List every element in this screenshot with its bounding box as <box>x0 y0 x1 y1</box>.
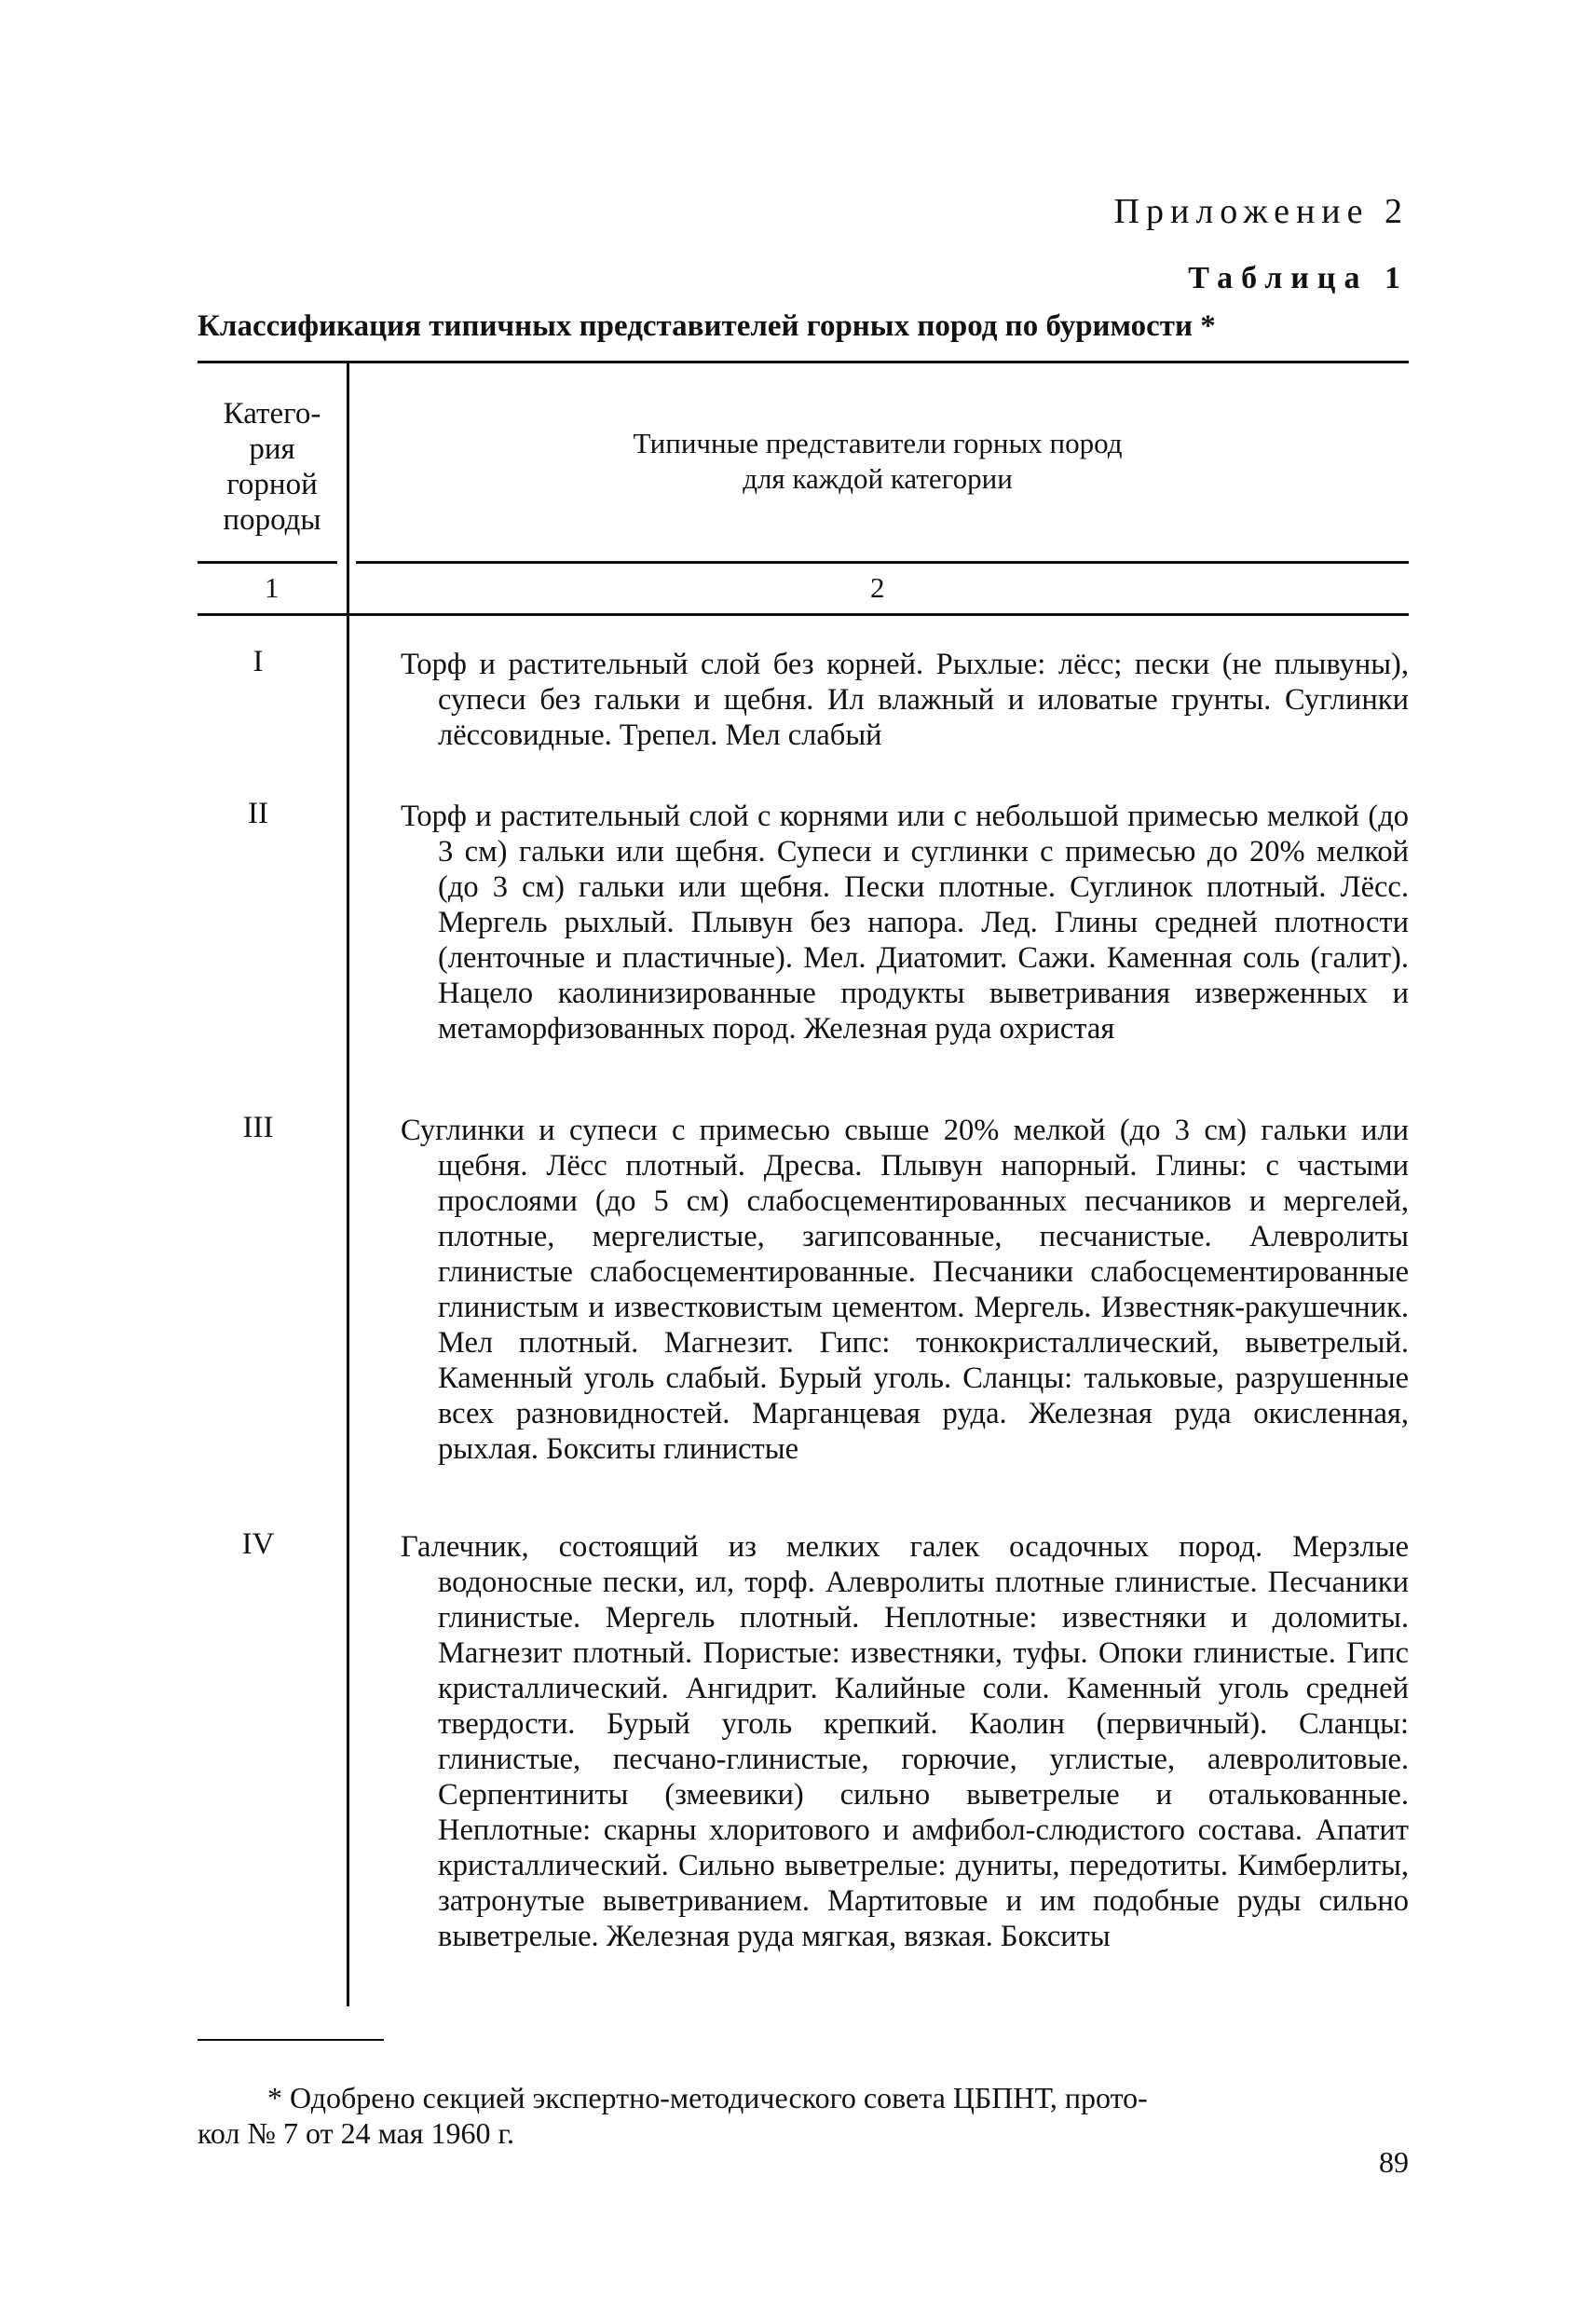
page-number: 89 <box>1379 2145 1409 2179</box>
appendix-label: Приложение 2 <box>1113 192 1409 231</box>
table-top-rule <box>198 361 1409 363</box>
header-category-line: рия <box>249 432 295 466</box>
description-cell: Торф и растительный слой без корней. Рыхлые: лёсс; пески (не плывуны), супеси без гальки и щебня. Ил влажный и иловатые грунты. Суглинки лёссовидные. Трепел. Мел слабый <box>401 648 1409 752</box>
header-category-line: горной <box>226 468 318 501</box>
category-cell: I <box>252 645 264 678</box>
column-divider <box>347 363 349 2006</box>
header-representatives-line: Типичные представители горных пород <box>633 427 1123 459</box>
category-cell: III <box>242 1111 274 1144</box>
document-page <box>198 0 1409 2312</box>
header-category-line: породы <box>223 503 321 537</box>
header-bottom-rule <box>356 561 1409 564</box>
header-category <box>198 396 347 538</box>
footnote-line: * Одобрено секцией экспертно-методического совета ЦБПНТ, прото- <box>267 2081 1148 2114</box>
category-cell: II <box>248 797 268 830</box>
column-numbers-rule <box>198 613 1409 616</box>
footnote-separator <box>198 2039 384 2041</box>
table-number: Таблица 1 <box>1188 261 1409 295</box>
table-title: Классификация типичных представителей горных пород по буримости * <box>198 309 1216 343</box>
description-cell: Суглинки и супеси с примесью свыше 20% мелкой (до 3 см) гальки или щебня. Лёсс плотный. Дресва. Плывун напорный. Глины: с частыми прослоями (до 5 см) слабосцементированных песчаников и мергелей, плотные, мергелистые, загипсованные, песчанистые. Алевролиты глинистые слабосцементированные. Песчаники слабосцементированные глинистым и известковистым цементом. Мергель. Известняк-ракушечник. Мел плотный. Магнезит. Гипс: тонкокристаллический, выветрелый. Каменный уголь слабый. Бурый уголь. Сланцы: тальковые, разрушенные всех разновидностей. Марганцевая руда. Железная руда окисленная, рыхлая. Бокситы глинистые <box>401 1114 1409 1466</box>
footnote-line: кол № 7 от 24 мая 1960 г. <box>198 2116 515 2150</box>
description-cell: Галечник, состоящий из мелких галек осадочных пород. Мерзлые водоносные пески, ил, торф. Алевролиты плотные глинистые. Песчаники глинистые. Мергель плотный. Неплотные: известняки и доломиты. Магнезит плотный. Пористые: известняки, туфы. Опоки глинистые. Гипс кристаллический. Ангидрит. Калийные соли. Каменный уголь средней твердости. Бурый уголь крепкий. Каолин (первичный). Сланцы: глинистые, песчано-глинистые, горючие, углистые, алевролитовые. Серпентиниты (змеевики) сильно выветрелые и оталькованные. Неплотные: скарны хлоритового и амфибол-слюдистого состава. Апатит кристаллический. Сильно выветрелые: дуниты, передотиты. Кимберлиты, затронутые выветриванием. Мартитовые и им подобные руды сильно выветрелые. Железная руда мягкая, вязкая. Бокситы <box>401 1530 1409 1953</box>
column-number-1: 1 <box>265 571 280 604</box>
header-bottom-rule <box>198 561 337 564</box>
footnote <box>198 2080 1409 2151</box>
description-cell: Торф и растительный слой с корнями или с небольшой примесью мелкой (до 3 см) гальки или щебня. Супеси и суглинки с примесью до 20% мелкой (до 3 см) гальки или щебня. Пески плотные. Суглинок плотный. Лёсс. Мергель рыхлый. Плывун без напора. Лед. Глины средней плотности (ленточные и пластичные). Мел. Диатомит. Сажи. Каменная соль (галит). Нацело каолинизированные продукты выветривания изверженных и метаморфизованных пород. Железная руда охристая <box>401 800 1409 1046</box>
header-category-line: Катего- <box>223 397 321 431</box>
category-cell: IV <box>241 1527 275 1561</box>
header-representatives <box>347 426 1409 497</box>
header-representatives-line: для каждой категории <box>743 462 1013 495</box>
column-number-2: 2 <box>870 571 885 604</box>
